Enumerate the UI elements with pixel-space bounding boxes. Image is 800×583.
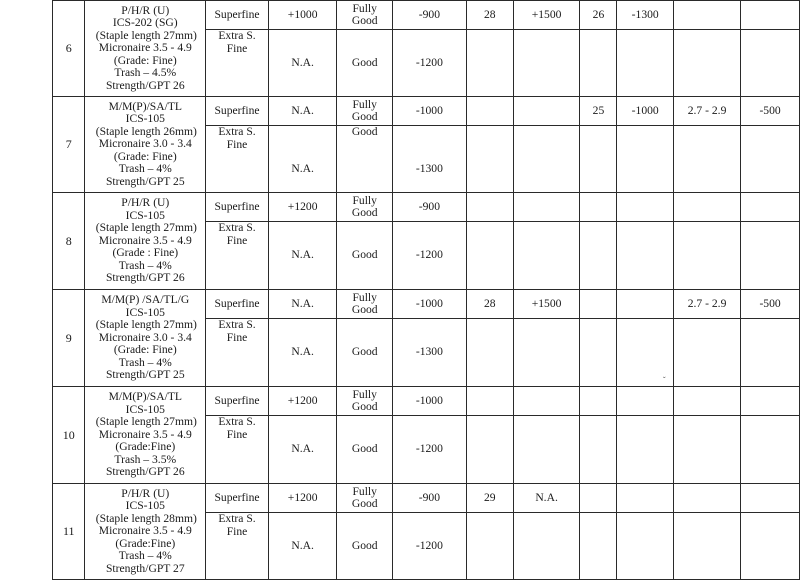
serial-number-cell: 11 <box>53 484 85 580</box>
col-7-cell: 25 <box>580 97 617 126</box>
variety-description-cell <box>85 1 206 97</box>
col-5-cell <box>466 30 513 97</box>
col-10-cell: -500 <box>741 97 800 126</box>
quality-cell: Superfine <box>206 387 269 416</box>
col-6-cell <box>513 193 580 222</box>
quality-cell: Superfine <box>206 290 269 319</box>
grade-cell: Good <box>337 513 393 580</box>
col-6-cell: N.A. <box>513 484 580 513</box>
description-line: ICS-105 <box>125 208 165 222</box>
variety-description-cell <box>85 387 206 484</box>
quality-cell: Superfine <box>206 1 269 30</box>
description-line: M/M(P)/SA/TL <box>108 390 183 404</box>
description-line: ICS-105 <box>125 402 165 416</box>
price-cell: N.A. <box>268 416 337 484</box>
description-line: M/M(P)/SA/TL <box>108 99 183 113</box>
col-5-cell <box>466 387 513 416</box>
col-10-cell <box>741 126 800 193</box>
col-6-cell <box>513 126 580 193</box>
variety-description-cell <box>85 193 206 290</box>
col-8-cell <box>617 387 674 416</box>
col-5-cell <box>466 97 513 126</box>
table-row <box>53 193 800 222</box>
col-5-cell: 29 <box>466 484 513 513</box>
price-cell: N.A. <box>268 126 337 193</box>
col-5-cell <box>466 193 513 222</box>
col-10-cell <box>741 513 800 580</box>
variety-description-cell <box>85 97 206 193</box>
description-line: Micronaire 3.0 - 3.4 <box>98 330 192 344</box>
col-6-cell <box>513 222 580 290</box>
description-line: (Grade: Fine) <box>113 53 177 67</box>
col-5-cell <box>466 319 513 387</box>
description-line: (Staple length 27mm) <box>95 415 197 429</box>
difference-cell: -900 <box>392 1 466 30</box>
description-line: Strength/GPT 26 <box>105 271 185 285</box>
table-row <box>53 290 800 319</box>
col-9-cell <box>673 222 740 290</box>
col-6-cell <box>513 97 580 126</box>
col-8-cell: -1000 <box>617 97 674 126</box>
col-8-cell <box>617 416 674 484</box>
grade-cell: Good <box>337 126 393 193</box>
quality-cell: Extra S. Fine <box>206 416 269 484</box>
col-7-cell: 26 <box>580 1 617 30</box>
col-9-cell <box>673 30 740 97</box>
description-line: P/H/R (U) <box>121 196 170 210</box>
description-line: Strength/GPT 26 <box>105 465 185 479</box>
quality-cell: Extra S. Fine <box>206 30 269 97</box>
difference-cell: -1000 <box>392 387 466 416</box>
grade-cell: Fully Good <box>337 193 393 222</box>
col-8-cell <box>617 484 674 513</box>
col-10-cell <box>741 1 800 30</box>
col-9-cell <box>673 193 740 222</box>
col-6-cell: +1500 <box>513 290 580 319</box>
col-9-cell: 2.7 - 2.9 <box>673 290 740 319</box>
col-6-cell <box>513 416 580 484</box>
difference-cell: -1200 <box>392 30 466 97</box>
col-7-cell <box>580 290 617 319</box>
difference-cell: -1200 <box>392 222 466 290</box>
col-7-cell <box>580 126 617 193</box>
table-row <box>53 1 800 30</box>
col-6-cell <box>513 319 580 387</box>
description-line: ICS-105 <box>125 112 165 126</box>
col-9-cell <box>673 416 740 484</box>
description-line: Trash – 4% <box>118 549 172 563</box>
price-cell: +1000 <box>268 1 337 30</box>
grade-cell: Fully Good <box>337 1 393 30</box>
description-line: (Grade: Fine) <box>113 149 177 163</box>
col-5-cell <box>466 513 513 580</box>
col-5-cell <box>466 126 513 193</box>
col-7-cell <box>580 484 617 513</box>
description-line: M/M(P) /SA/TL/G <box>101 293 190 307</box>
cotton-price-table <box>52 0 800 580</box>
serial-number-cell: 6 <box>53 1 85 97</box>
description-line: (Grade:Fine) <box>115 536 176 550</box>
grade-cell: Good <box>337 222 393 290</box>
col-7-cell <box>580 193 617 222</box>
col-8-cell <box>617 193 674 222</box>
description-line: (Staple length 28mm) <box>95 511 197 525</box>
col-10-cell <box>741 484 800 513</box>
col-9-cell <box>673 387 740 416</box>
grade-cell: Fully Good <box>337 484 393 513</box>
description-line: Trash – 4.5% <box>114 66 177 80</box>
difference-cell: -900 <box>392 484 466 513</box>
grade-cell: Good <box>337 416 393 484</box>
description-line: Micronaire 3.5 - 4.9 <box>98 427 192 441</box>
col-5-cell <box>466 416 513 484</box>
description-line: ICS-105 <box>125 499 165 513</box>
col-7-cell <box>580 387 617 416</box>
description-line: Strength/GPT 25 <box>105 174 185 188</box>
col-8-cell <box>617 513 674 580</box>
description-line: Trash – 4% <box>118 258 172 272</box>
description-line: Micronaire 3.0 - 3.4 <box>98 137 192 151</box>
description-line: Strength/GPT 25 <box>105 368 185 382</box>
grade-cell: Fully Good <box>337 290 393 319</box>
difference-cell: -900 <box>392 193 466 222</box>
col-8-cell <box>617 290 674 319</box>
serial-number-cell: 9 <box>53 290 85 387</box>
grade-cell: Fully Good <box>337 387 393 416</box>
description-line: ICS-202 (SG) <box>112 16 178 30</box>
col-9-cell <box>673 513 740 580</box>
description-line: Strength/GPT 26 <box>105 78 185 92</box>
description-line: (Staple length 27mm) <box>95 28 197 42</box>
description-line: Strength/GPT 27 <box>105 561 185 575</box>
description-line: (Staple length 27mm) <box>95 318 197 332</box>
scan-speck: ˇ <box>663 376 666 385</box>
price-cell: N.A. <box>268 30 337 97</box>
col-8-cell: -1300 <box>617 1 674 30</box>
price-cell: N.A. <box>268 513 337 580</box>
quality-cell: Extra S. Fine <box>206 319 269 387</box>
col-10-cell <box>741 222 800 290</box>
col-10-cell <box>741 193 800 222</box>
col-9-cell <box>673 319 740 387</box>
description-line: (Staple length 26mm) <box>95 124 197 138</box>
col-8-cell <box>617 222 674 290</box>
price-cell: N.A. <box>268 222 337 290</box>
description-line: ICS-105 <box>125 305 165 319</box>
quality-cell: Superfine <box>206 193 269 222</box>
description-line: Trash – 4% <box>118 355 172 369</box>
col-9-cell <box>673 484 740 513</box>
description-line: Trash – 4% <box>118 162 172 176</box>
description-line: Trash – 3.5% <box>114 452 177 466</box>
col-9-cell <box>673 1 740 30</box>
serial-number-cell: 7 <box>53 97 85 193</box>
grade-cell: Good <box>337 319 393 387</box>
description-line: Micronaire 3.5 - 4.9 <box>98 524 192 538</box>
quality-cell: Extra S. Fine <box>206 222 269 290</box>
col-7-cell <box>580 222 617 290</box>
price-cell: +1200 <box>268 193 337 222</box>
col-6-cell <box>513 387 580 416</box>
table-row <box>53 387 800 416</box>
variety-description-cell <box>85 484 206 580</box>
price-cell: +1200 <box>268 387 337 416</box>
description-line: (Staple length 27mm) <box>95 221 197 235</box>
description-line: (Grade : Fine) <box>112 246 179 260</box>
quality-cell: Extra S. Fine <box>206 513 269 580</box>
table-row <box>53 484 800 513</box>
col-10-cell: -500 <box>741 290 800 319</box>
col-6-cell <box>513 513 580 580</box>
col-10-cell <box>741 416 800 484</box>
col-7-cell <box>580 416 617 484</box>
col-5-cell: 28 <box>466 1 513 30</box>
serial-number-cell: 8 <box>53 193 85 290</box>
price-cell: N.A. <box>268 290 337 319</box>
serial-number-cell: 10 <box>53 387 85 484</box>
col-6-cell <box>513 30 580 97</box>
quality-cell: Superfine <box>206 484 269 513</box>
col-7-cell <box>580 513 617 580</box>
difference-cell: -1200 <box>392 416 466 484</box>
grade-cell: Good <box>337 30 393 97</box>
col-5-cell <box>466 222 513 290</box>
col-9-cell: 2.7 - 2.9 <box>673 97 740 126</box>
col-10-cell <box>741 387 800 416</box>
col-7-cell <box>580 319 617 387</box>
col-10-cell <box>741 30 800 97</box>
price-cell: N.A. <box>268 319 337 387</box>
col-8-cell <box>617 126 674 193</box>
difference-cell: -1300 <box>392 126 466 193</box>
grade-cell: Fully Good <box>337 97 393 126</box>
price-cell: N.A. <box>268 97 337 126</box>
col-10-cell <box>741 319 800 387</box>
difference-cell: -1300 <box>392 319 466 387</box>
price-cell: +1200 <box>268 484 337 513</box>
description-line: P/H/R (U) <box>121 486 170 500</box>
variety-description-cell <box>85 290 206 387</box>
description-line: Micronaire 3.5 - 4.9 <box>98 233 192 247</box>
description-line: (Grade: Fine) <box>113 343 177 357</box>
description-line: Micronaire 3.5 - 4.9 <box>98 41 192 55</box>
col-5-cell: 28 <box>466 290 513 319</box>
col-7-cell <box>580 30 617 97</box>
quality-cell: Extra S. Fine <box>206 126 269 193</box>
difference-cell: -1000 <box>392 290 466 319</box>
quality-cell: Superfine <box>206 97 269 126</box>
difference-cell: -1200 <box>392 513 466 580</box>
col-9-cell <box>673 126 740 193</box>
description-line: P/H/R (U) <box>121 3 170 17</box>
col-8-cell <box>617 30 674 97</box>
difference-cell: -1000 <box>392 97 466 126</box>
table-row <box>53 97 800 126</box>
description-line: (Grade:Fine) <box>115 440 176 454</box>
col-6-cell: +1500 <box>513 1 580 30</box>
